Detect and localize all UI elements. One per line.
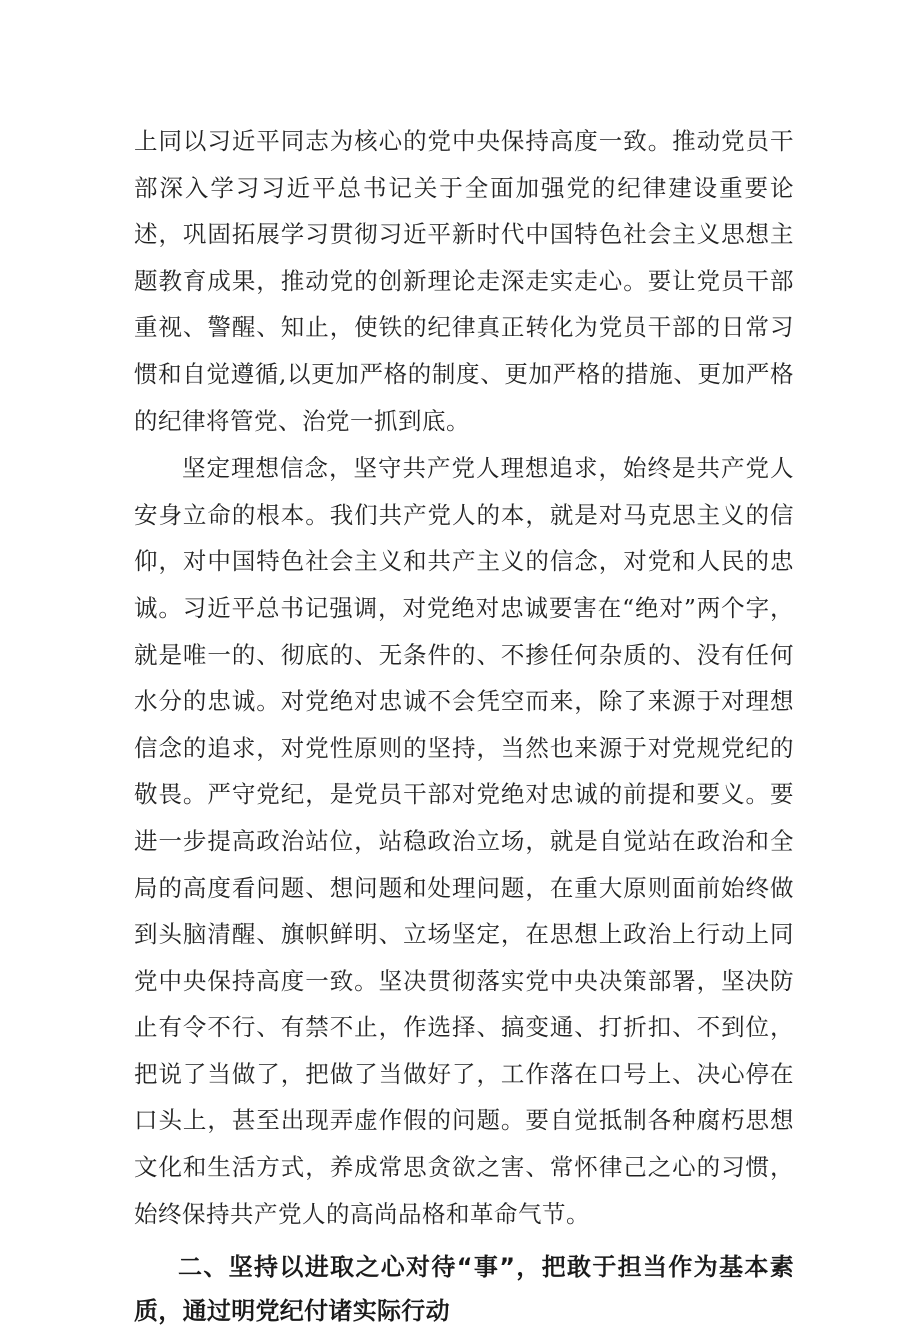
document-body [134,118,794,1333]
paragraph-ideals: 坚定理想信念，坚守共产党人理想追求，始终是共产党人安身立命的根本。我们共产党人的本，就是对马克思主义的信仰，对中国特色社会主义和共产主义的信念，对党和人民的忠诚。习近平总书记强调，对党绝对忠诚要害在“绝对”两个字，就是唯一的、彻底的、无条件的、不掺任何杂质的、没有任何水分的忠诚。对党绝对忠诚不会凭空而来，除了来源于对理想信念的追求，对党性原则的坚持，当然也来源于对党规党纪的敬畏。严守党纪，是党员干部对党绝对忠诚的前提和要义。要进一步提高政治站位，站稳政治立场，就是自觉站在政治和全局的高度看问题、想问题和处理问题，在重大原则面前始终做到头脑清醒、旗帜鲜明、立场坚定，在思想上政治上行动上同党中央保持高度一致。坚决贯彻落实党中央决策部署，坚决防止有令不行、有禁不止，作选择、搞变通、打折扣、不到位，把说了当做了，把做了当做好了，工作落在口号上、决心停在口头上，甚至出现弄虚作假的问题。要自觉抵制各种腐朽思想文化和生活方式，养成常思贪欲之害、常怀律己之心的习惯，始终保持共产党人的高尚品格和革命气节。 [134,454,794,1228]
section-heading: 二、坚持以进取之心对待“事”，把敢于担当作为基本素质，通过明党纪付诸实际行动 [134,1253,794,1326]
paragraph-continued: 上同以习近平同志为核心的党中央保持高度一致。推动党员干部深入学习习近平总书记关于全面加强党的纪律建设重要论述，巩固拓展学习贯彻习近平新时代中国特色社会主义思想主题教育成果，推动党的创新理论走深走实走心。要让党员干部重视、警醒、知止，使铁的纪律真正转化为党员干部的日常习惯和自觉遵循,以更加严格的制度、更加严格的措施、更加严格的纪律将管党、治党一抓到底。 [134,127,794,435]
